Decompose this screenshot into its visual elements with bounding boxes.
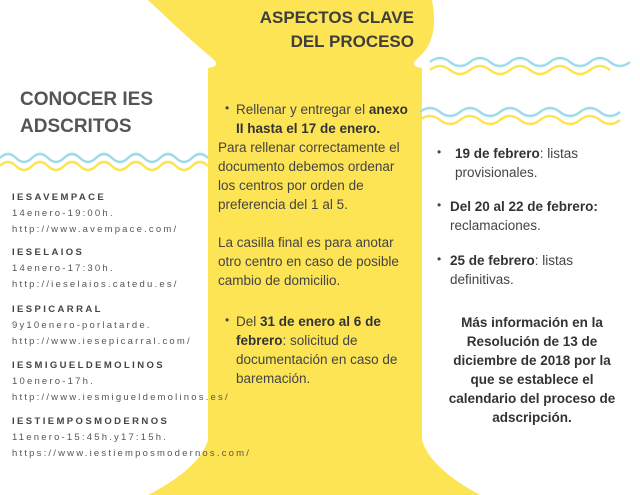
- center-heading-line2: DEL PROCESO: [290, 32, 414, 51]
- info-line6: adscripción.: [492, 410, 572, 425]
- center-b1-bold2: II hasta el 17 de enero.: [236, 121, 381, 136]
- center-heading-line1: ASPECTOS CLAVE: [259, 8, 414, 27]
- center-b2-rest1: : solicitud de: [282, 333, 358, 348]
- bullet-icon: •: [225, 313, 230, 327]
- center-p1-line2: documento debemos ordenar: [218, 159, 395, 174]
- school-date: 10enero-17h.: [12, 376, 95, 387]
- school-name: IESTIEMPOSMODERNOS: [12, 416, 170, 427]
- center-p2-line1: La casilla final es para anotar: [218, 235, 394, 250]
- school-name: IESELAIOS: [12, 247, 85, 258]
- school-item: [12, 358, 272, 406]
- right-i3-bold: 25 de febrero: [450, 253, 535, 268]
- right-item-3: [450, 251, 635, 289]
- school-date: 14enero-17:30h.: [12, 263, 115, 274]
- right-i2-line2: reclamaciones.: [450, 218, 541, 233]
- school-name: IESPICARRAL: [12, 304, 103, 315]
- left-heading-line1: CONOCER IES: [20, 89, 154, 110]
- school-date: 14enero-19:00h.: [12, 208, 115, 219]
- school-date: 11enero-15:45h.y17:15h.: [12, 432, 169, 443]
- left-heading-line2: ADSCRITOS: [20, 116, 132, 137]
- bullet-icon: •: [437, 198, 442, 212]
- right-item-1: [455, 144, 635, 182]
- center-b2-line3: documentación en caso de: [236, 352, 398, 367]
- center-b2-bold2: febrero: [236, 333, 283, 348]
- school-item: [12, 414, 272, 462]
- left-wave-2: [0, 162, 208, 170]
- right-i1-rest: : listas: [539, 146, 579, 161]
- center-b1-line1: [218, 100, 418, 119]
- right-item-2: [450, 197, 635, 235]
- info-note: [432, 313, 632, 427]
- center-b1-text: Rellenar y entregar el: [236, 102, 369, 117]
- center-p2-line3: cambio de domicilio.: [218, 273, 341, 288]
- center-b2-line4: baremación.: [236, 371, 311, 386]
- school-link[interactable]: http://ieselaios.catedu.es/: [12, 279, 179, 290]
- school-date: 9y10enero-porlatarde.: [12, 320, 152, 331]
- center-p1-line3: los centros por orden de: [218, 178, 364, 193]
- bullet-icon: •: [437, 145, 442, 159]
- info-line2: Resolución de 13 de: [466, 334, 598, 349]
- right-i3-rest: : listas: [534, 253, 574, 268]
- school-link[interactable]: http://www.iesepicarral.com/: [12, 336, 192, 347]
- right-i1-line2: provisionales.: [455, 165, 538, 180]
- center-block-2: [236, 312, 416, 388]
- school-name: IESAVEMPACE: [12, 192, 107, 203]
- info-line1: Más información en la: [461, 315, 603, 330]
- info-line3: diciembre de 2018 por la: [453, 353, 611, 368]
- school-link[interactable]: http://www.avempace.com/: [12, 224, 179, 235]
- school-link[interactable]: https://www.iestiemposmodernos.com/: [12, 448, 252, 459]
- left-heading: [20, 86, 153, 140]
- info-line4: que se establece el: [470, 372, 594, 387]
- center-b2-bold1: 31 de enero al 6 de: [260, 314, 381, 329]
- bullet-icon: •: [437, 252, 442, 266]
- center-p1-line4: preferencia del 1 al 5.: [218, 197, 348, 212]
- center-p2-line2: otro centro en caso de posible: [218, 254, 399, 269]
- center-b1-bold1: anexo: [368, 102, 408, 117]
- info-line5: calendario del proceso de: [448, 391, 616, 406]
- center-p1-line1: Para rellenar correctamente el: [218, 140, 400, 155]
- right-i3-line2: definitivas.: [450, 272, 514, 287]
- right-i2-bold: Del 20 al 22 de febrero:: [450, 199, 598, 214]
- center-b2-pre: Del: [236, 314, 261, 329]
- school-name: IESMIGUELDEMOLINOS: [12, 360, 165, 371]
- top-wave-2: [430, 66, 610, 74]
- center-block-1: [218, 100, 418, 290]
- center-heading: [258, 6, 414, 54]
- bullet-icon: •: [225, 101, 230, 115]
- school-item: [12, 302, 272, 350]
- school-link[interactable]: http://www.iesmigueldemolinos.es/: [12, 392, 230, 403]
- right-i1-bold: 19 de febrero: [455, 146, 540, 161]
